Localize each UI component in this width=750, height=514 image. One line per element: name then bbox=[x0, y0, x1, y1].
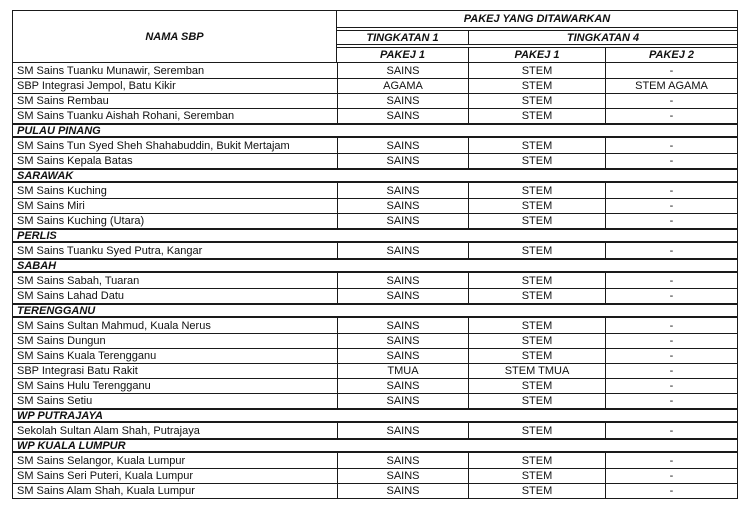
school-name: SM Sains Seri Puteri, Kuala Lumpur bbox=[17, 470, 194, 482]
t1-pakej1-value: SAINS bbox=[337, 349, 468, 363]
school-name: SM Sains Tuanku Munawir, Seremban bbox=[17, 64, 205, 77]
school-name: SM Sains Tuanku Syed Putra, Kangar bbox=[17, 244, 203, 257]
school-name: SM Sains Lahad Datu bbox=[17, 290, 125, 302]
table-row bbox=[13, 363, 737, 378]
t4-pakej1-value: STEM bbox=[468, 349, 605, 363]
header-tingkatan-1: TINGKATAN 1 bbox=[366, 31, 439, 44]
t4-pakej1-value: STEM bbox=[468, 94, 605, 108]
table-row bbox=[13, 423, 737, 438]
table-row bbox=[13, 213, 737, 228]
school-name: SM Sains Kuching bbox=[17, 184, 107, 197]
table-row bbox=[13, 333, 737, 348]
t4-pakej2-value: - bbox=[605, 318, 737, 333]
header-t4-pakej-1: PAKEJ 1 bbox=[468, 48, 605, 62]
t4-pakej1-value: STEM bbox=[468, 484, 605, 498]
t4-pakej2-value: - bbox=[605, 484, 737, 498]
school-name: SM Sains Hulu Terengganu bbox=[17, 380, 151, 392]
section-label: WP PUTRAJAYA bbox=[17, 409, 103, 422]
t4-pakej2-value: - bbox=[605, 364, 737, 378]
t4-pakej2-value: - bbox=[605, 94, 737, 108]
t4-pakej2-value: - bbox=[605, 109, 737, 123]
header-pakej-row bbox=[337, 47, 737, 62]
t4-pakej1-value: STEM bbox=[468, 63, 605, 78]
t4-pakej2-value: - bbox=[605, 154, 737, 168]
t4-pakej2-value: - bbox=[605, 453, 737, 468]
school-name: SBP Integrasi Jempol, Batu Kikir bbox=[17, 80, 176, 92]
table-row bbox=[13, 378, 737, 393]
header-pakej-ditawarkan: PAKEJ YANG DITAWARKAN bbox=[337, 11, 737, 28]
school-name: SM Sains Kuala Terengganu bbox=[17, 350, 157, 362]
t4-pakej2-value: - bbox=[605, 379, 737, 393]
school-name: SM Sains Kuching (Utara) bbox=[17, 215, 145, 227]
t1-pakej1-value: SAINS bbox=[337, 63, 468, 78]
t1-pakej1-value: TMUA bbox=[337, 364, 468, 378]
section-label: SARAWAK bbox=[17, 169, 74, 182]
t4-pakej2-value: - bbox=[605, 138, 737, 153]
t4-pakej2-value: - bbox=[605, 243, 737, 258]
t4-pakej1-value: STEM bbox=[468, 109, 605, 123]
t4-pakej2-value: - bbox=[605, 199, 737, 213]
school-name: SM Sains Rembau bbox=[17, 95, 109, 107]
t1-pakej1-value: SAINS bbox=[337, 154, 468, 168]
school-name: SM Sains Miri bbox=[17, 200, 85, 212]
t4-pakej1-value: STEM bbox=[468, 289, 605, 303]
t1-pakej1-value: AGAMA bbox=[337, 79, 468, 93]
table-row bbox=[13, 348, 737, 363]
school-name: SM Sains Tuanku Aishah Rohani, Seremban bbox=[17, 110, 235, 122]
section-row bbox=[13, 438, 737, 453]
header-nama-sbp: NAMA SBP bbox=[13, 11, 337, 62]
section-row bbox=[13, 228, 737, 243]
table-row bbox=[13, 108, 737, 123]
school-name: SM Sains Sultan Mahmud, Kuala Nerus bbox=[17, 319, 211, 332]
t4-pakej1-value: STEM bbox=[468, 423, 605, 438]
t1-pakej1-value: SAINS bbox=[337, 394, 468, 408]
header-tingkatan-4: TINGKATAN 4 bbox=[468, 31, 737, 44]
t1-pakej1-value: SAINS bbox=[337, 379, 468, 393]
t4-pakej1-value: STEM bbox=[468, 138, 605, 153]
t4-pakej2-value: - bbox=[605, 63, 737, 78]
table-row bbox=[13, 483, 737, 498]
table-row bbox=[13, 63, 737, 78]
t4-pakej1-value: STEM bbox=[468, 394, 605, 408]
t1-pakej1-value: SAINS bbox=[337, 109, 468, 123]
table-row bbox=[13, 273, 737, 288]
t4-pakej1-value: STEM TMUA bbox=[468, 364, 605, 378]
section-row bbox=[13, 408, 737, 423]
table-row bbox=[13, 138, 737, 153]
table-row bbox=[13, 198, 737, 213]
t4-pakej2-value: - bbox=[605, 349, 737, 363]
table-row bbox=[13, 468, 737, 483]
table-row bbox=[13, 183, 737, 198]
t1-pakej1-value: SAINS bbox=[337, 484, 468, 498]
t4-pakej1-value: STEM bbox=[468, 379, 605, 393]
sbp-packages-table bbox=[12, 10, 738, 499]
table-row bbox=[13, 318, 737, 333]
school-name: Sekolah Sultan Alam Shah, Putrajaya bbox=[17, 424, 200, 437]
table-header bbox=[13, 11, 737, 63]
section-label: PULAU PINANG bbox=[17, 124, 101, 137]
table-row bbox=[13, 243, 737, 258]
t4-pakej1-value: STEM bbox=[468, 214, 605, 228]
school-name: SM Sains Sabah, Tuaran bbox=[17, 274, 140, 287]
table-row bbox=[13, 93, 737, 108]
t4-pakej2-value: - bbox=[605, 273, 737, 288]
t4-pakej2-value: - bbox=[605, 183, 737, 198]
t4-pakej1-value: STEM bbox=[468, 273, 605, 288]
table-body bbox=[13, 63, 737, 498]
t1-pakej1-value: SAINS bbox=[337, 453, 468, 468]
t4-pakej1-value: STEM bbox=[468, 154, 605, 168]
table-row bbox=[13, 393, 737, 408]
section-row bbox=[13, 303, 737, 318]
t1-pakej1-value: SAINS bbox=[337, 214, 468, 228]
section-label: SABAH bbox=[17, 259, 57, 272]
header-t4-pakej-2: PAKEJ 2 bbox=[605, 48, 737, 62]
t1-pakej1-value: SAINS bbox=[337, 334, 468, 348]
t4-pakej1-value: STEM bbox=[468, 469, 605, 483]
t4-pakej1-value: STEM bbox=[468, 199, 605, 213]
t1-pakej1-value: SAINS bbox=[337, 273, 468, 288]
header-t1-pakej-1: PAKEJ 1 bbox=[379, 49, 426, 61]
t1-pakej1-value: SAINS bbox=[337, 469, 468, 483]
t1-pakej1-value: SAINS bbox=[337, 199, 468, 213]
school-name: SM Sains Kepala Batas bbox=[17, 155, 133, 167]
t4-pakej2-value: - bbox=[605, 214, 737, 228]
school-name: SBP Integrasi Batu Rakit bbox=[17, 365, 138, 377]
t4-pakej1-value: STEM bbox=[468, 183, 605, 198]
t4-pakej2-value: - bbox=[605, 334, 737, 348]
school-name: SM Sains Tun Syed Sheh Shahabuddin, Bukit Mertajam bbox=[17, 139, 290, 152]
section-row bbox=[13, 258, 737, 273]
school-name: SM Sains Alam Shah, Kuala Lumpur bbox=[17, 485, 195, 497]
section-label: PERLIS bbox=[17, 229, 57, 242]
school-name: SM Sains Selangor, Kuala Lumpur bbox=[17, 454, 186, 467]
section-row bbox=[13, 168, 737, 183]
t1-pakej1-value: SAINS bbox=[337, 138, 468, 153]
t1-pakej1-value: SAINS bbox=[337, 318, 468, 333]
t4-pakej2-value: - bbox=[605, 289, 737, 303]
school-name: SM Sains Dungun bbox=[17, 335, 106, 347]
table-row bbox=[13, 453, 737, 468]
t1-pakej1-value: SAINS bbox=[337, 183, 468, 198]
table-row bbox=[13, 288, 737, 303]
section-row bbox=[13, 123, 737, 138]
t4-pakej2-value: - bbox=[605, 394, 737, 408]
header-right-block bbox=[337, 11, 737, 62]
t1-pakej1-value: SAINS bbox=[337, 243, 468, 258]
t1-pakej1-value: SAINS bbox=[337, 289, 468, 303]
t4-pakej1-value: STEM bbox=[468, 318, 605, 333]
t1-pakej1-value: SAINS bbox=[337, 423, 468, 438]
t1-pakej1-value: SAINS bbox=[337, 94, 468, 108]
section-label: TERENGGANU bbox=[17, 304, 96, 317]
t4-pakej1-value: STEM bbox=[468, 79, 605, 93]
t4-pakej2-value: - bbox=[605, 469, 737, 483]
table-row bbox=[13, 153, 737, 168]
school-name: SM Sains Setiu bbox=[17, 395, 93, 407]
section-label: WP KUALA LUMPUR bbox=[17, 439, 126, 452]
t4-pakej2-value: STEM AGAMA bbox=[605, 79, 737, 93]
t4-pakej1-value: STEM bbox=[468, 334, 605, 348]
header-tingkatan-row bbox=[337, 30, 737, 45]
t4-pakej2-value: - bbox=[605, 423, 737, 438]
t4-pakej1-value: STEM bbox=[468, 453, 605, 468]
table-row bbox=[13, 78, 737, 93]
t4-pakej1-value: STEM bbox=[468, 243, 605, 258]
